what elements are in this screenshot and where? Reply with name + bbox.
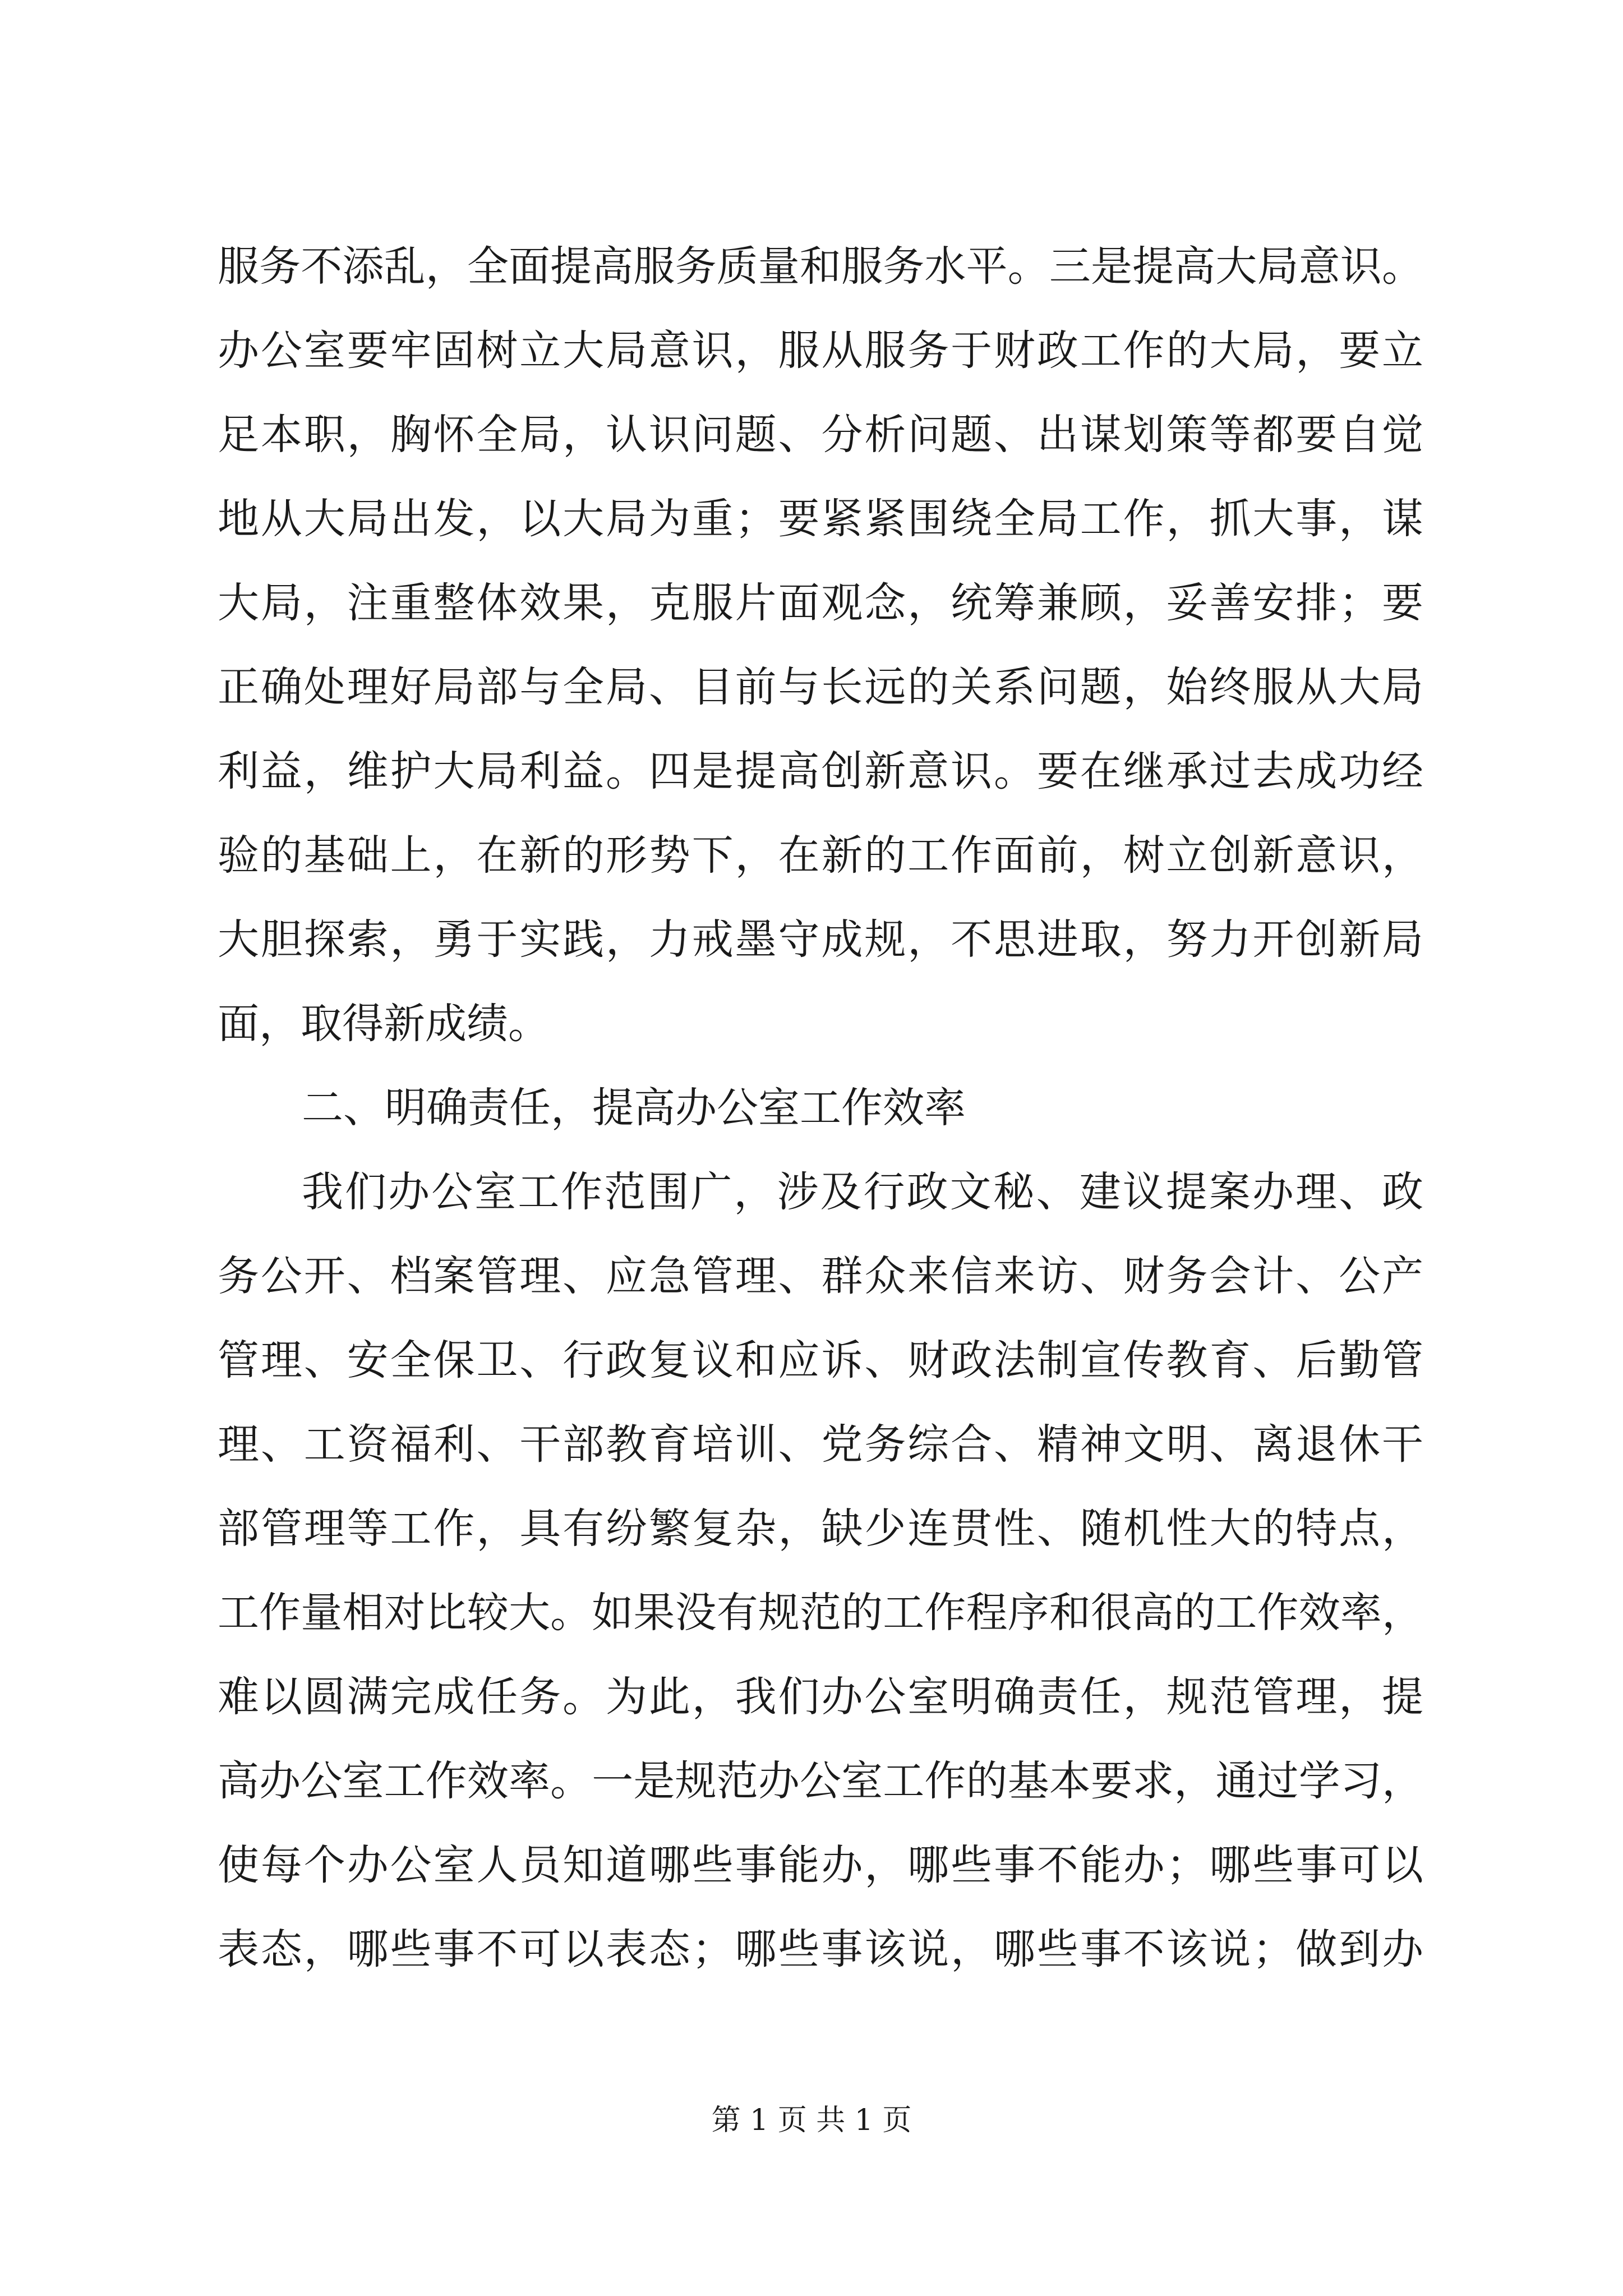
text-line: 正确处理好局部与全局、目前与长远的关系问题，始终服从大局 [218, 663, 1423, 711]
text-line: 理、工资福利、干部教育培训、党务综合、精神文明、离退休干 [218, 1420, 1423, 1469]
text-line: 表态，哪些事不可以表态；哪些事该说，哪些事不该说；做到办 [218, 1925, 1423, 1973]
text-line: 面，取得新成绩。 [218, 1000, 550, 1048]
text-line: 办公室要牢固树立大局意识，服从服务于财政工作的大局，要立 [218, 326, 1423, 375]
text-line: 地从大局出发，以大局为重；要紧紧围绕全局工作，抓大事，谋 [218, 495, 1423, 543]
text-line: 验的基础上，在新的形势下，在新的工作面前，树立创新意识， [218, 831, 1423, 880]
text-line: 我们办公室工作范围广，涉及行政文秘、建议提案办理、政 [302, 1168, 1423, 1216]
page-footer [0, 2101, 1623, 2140]
text-line: 部管理等工作，具有纷繁复杂，缺少连贯性、随机性大的特点， [218, 1504, 1423, 1553]
text-line: 务公开、档案管理、应急管理、群众来信来访、财务会计、公产 [218, 1252, 1423, 1300]
document-body [218, 224, 1423, 1991]
text-line: 服务不添乱，全面提高服务质量和服务水平。三是提高大局意识。 [218, 242, 1423, 291]
text-line: 利益，维护大局利益。四是提高创新意识。要在继承过去成功经 [218, 747, 1423, 795]
text-line: 工作量相对比较大。如果没有规范的工作程序和很高的工作效率， [218, 1589, 1423, 1637]
text-line: 管理、安全保卫、行政复议和应诉、财政法制宣传教育、后勤管 [218, 1336, 1423, 1384]
text-line: 高办公室工作效率。一是规范办公室工作的基本要求，通过学习， [218, 1757, 1423, 1805]
text-line: 大胆探索，勇于实践，力戒墨守成规，不思进取，努力开创新局 [218, 915, 1423, 964]
section-heading: 二、明确责任，提高办公室工作效率 [302, 1084, 966, 1132]
text-line: 大局，注重整体效果，克服片面观念，统筹兼顾，妥善安排；要 [218, 579, 1423, 627]
page-number-label: 第 1 页 共 1 页 [711, 2104, 912, 2137]
text-line: 使每个办公室人员知道哪些事能办，哪些事不能办；哪些事可以 [218, 1841, 1423, 1889]
text-line: 足本职，胸怀全局，认识问题、分析问题、出谋划策等都要自觉 [218, 411, 1423, 459]
text-line: 难以圆满完成任务。为此，我们办公室明确责任，规范管理，提 [218, 1673, 1423, 1721]
